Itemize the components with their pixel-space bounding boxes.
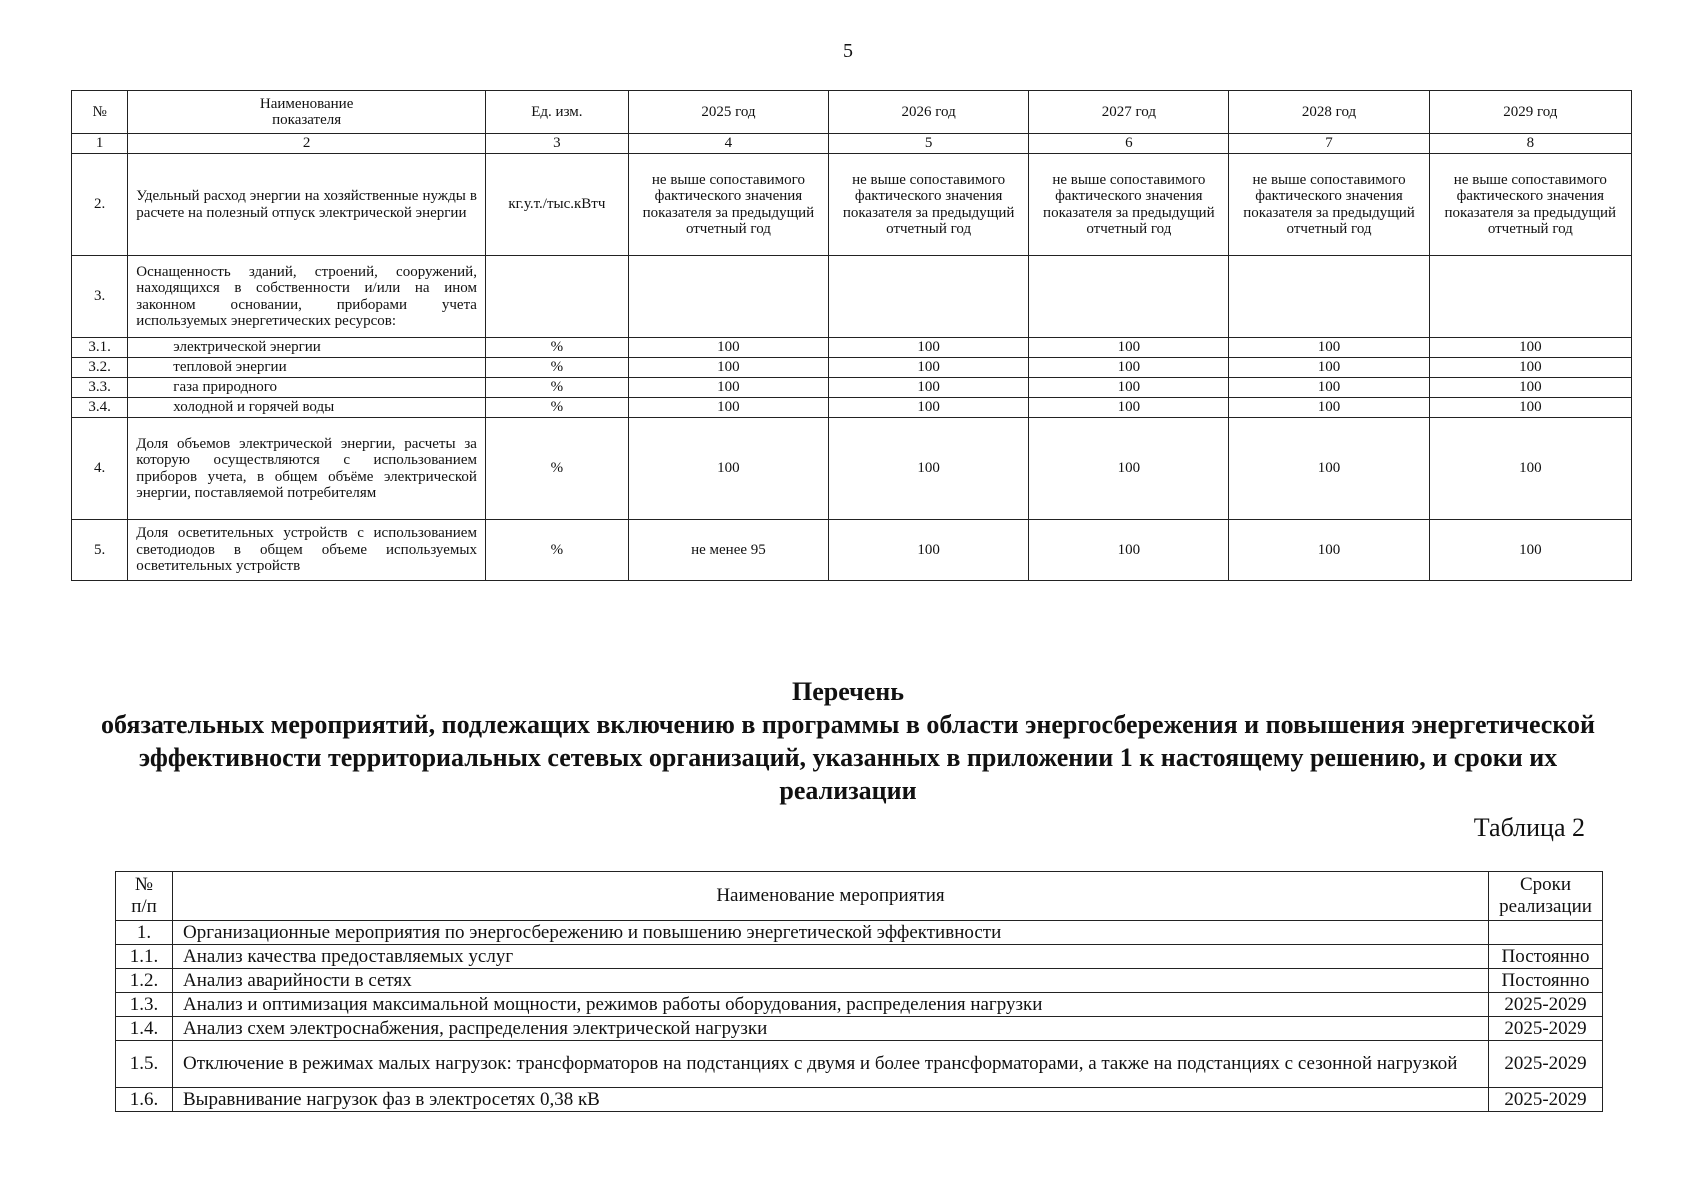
measure-name: Анализ качества предоставляемых услуг (173, 945, 1489, 969)
table1-header-num: № (72, 91, 128, 134)
row-number: 5. (72, 520, 128, 581)
indicator-name: газа природного (128, 378, 486, 398)
value-2026: 100 (829, 418, 1029, 520)
row-number: 1.6. (116, 1088, 173, 1112)
measure-name: Выравнивание нагрузок фаз в электросетях 0,38 кВ (173, 1088, 1489, 1112)
unit-cell: % (485, 378, 628, 398)
value-2029: 100 (1429, 398, 1631, 418)
value-2029: 100 (1429, 418, 1631, 520)
measure-name: Анализ схем электроснабжения, распределения электрической нагрузки (173, 1017, 1489, 1041)
section-heading (100, 675, 1596, 807)
value-2026: 100 (829, 338, 1029, 358)
table-row (116, 945, 1603, 969)
value-2028 (1229, 256, 1429, 338)
table1-header-2027: 2027 год (1029, 91, 1229, 134)
value-2025: 100 (628, 418, 828, 520)
value-2025: 100 (628, 378, 828, 398)
row-number: 3.2. (72, 358, 128, 378)
unit-cell: % (485, 398, 628, 418)
value-2029: не выше сопоставимого фактического значения показателя за предыдущий отчетный год (1429, 154, 1631, 256)
term-cell (1489, 921, 1603, 945)
indicator-name: Оснащенность зданий, строений, сооружений, находящихся в собственности и/или на ином законном основании, приборами учета используемых энергетических ресурсов: (128, 256, 486, 338)
unit-cell (485, 256, 628, 338)
value-2029 (1429, 256, 1631, 338)
unit-cell: % (485, 338, 628, 358)
table1-header-2029: 2029 год (1429, 91, 1631, 134)
indicator-name: электрической энергии (128, 338, 486, 358)
value-2025: 100 (628, 338, 828, 358)
index-cell: 3 (485, 134, 628, 154)
row-number: 1.4. (116, 1017, 173, 1041)
value-2026: 100 (829, 398, 1029, 418)
table-row (72, 520, 1632, 581)
table-row (72, 358, 1632, 378)
value-2025: 100 (628, 358, 828, 378)
indicator-name: холодной и горячей воды (128, 398, 486, 418)
value-2027: не выше сопоставимого фактического значения показателя за предыдущий отчетный год (1029, 154, 1229, 256)
value-2025: 100 (628, 398, 828, 418)
table-row (72, 154, 1632, 256)
row-number: 2. (72, 154, 128, 256)
table-row (72, 398, 1632, 418)
index-cell: 4 (628, 134, 828, 154)
unit-cell: % (485, 358, 628, 378)
value-2029: 100 (1429, 520, 1631, 581)
index-cell: 8 (1429, 134, 1631, 154)
table-row (116, 1041, 1603, 1088)
value-2026: не выше сопоставимого фактического значения показателя за предыдущий отчетный год (829, 154, 1029, 256)
table1-header-2028: 2028 год (1229, 91, 1429, 134)
measures-table (115, 871, 1603, 1112)
value-2028: 100 (1229, 338, 1429, 358)
value-2027: 100 (1029, 398, 1229, 418)
value-2027: 100 (1029, 378, 1229, 398)
term-cell: 2025-2029 (1489, 993, 1603, 1017)
value-2028: 100 (1229, 398, 1429, 418)
table-row (116, 1088, 1603, 1112)
table1-header-2025: 2025 год (628, 91, 828, 134)
index-cell: 7 (1229, 134, 1429, 154)
measure-name: Анализ и оптимизация максимальной мощности, режимов работы оборудования, распределения нагрузки (173, 993, 1489, 1017)
index-cell: 5 (829, 134, 1029, 154)
value-2029: 100 (1429, 338, 1631, 358)
table1-header-unit: Ед. изм. (485, 91, 628, 134)
row-number: 1.2. (116, 969, 173, 993)
index-cell: 1 (72, 134, 128, 154)
measure-name: Организационные мероприятия по энергосбережению и повышению энергетической эффективности (173, 921, 1489, 945)
table-caption: Таблица 2 (1473, 813, 1585, 842)
value-2027: 100 (1029, 358, 1229, 378)
index-cell: 2 (128, 134, 486, 154)
row-number: 3.3. (72, 378, 128, 398)
table1-header-name: Наименование показателя (128, 91, 486, 134)
table-row (72, 418, 1632, 520)
row-number: 4. (72, 418, 128, 520)
indicator-name: Доля осветительных устройств с использованием светодиодов в общем объеме используемых осветительных устройств (128, 520, 486, 581)
unit-cell: % (485, 520, 628, 581)
table2-header-num: № п/п (116, 872, 173, 921)
indicators-table (71, 90, 1632, 581)
measure-name: Отключение в режимах малых нагрузок: трансформаторов на подстанциях с двумя и более трансформаторами, а также на подстанциях с сезонной нагрузкой (173, 1041, 1489, 1088)
value-2028: 100 (1229, 520, 1429, 581)
row-number: 3.4. (72, 398, 128, 418)
value-2029: 100 (1429, 358, 1631, 378)
table2-header-row (116, 872, 1603, 921)
heading-title: Перечень (791, 677, 905, 706)
value-2025: не выше сопоставимого фактического значения показателя за предыдущий отчетный год (628, 154, 828, 256)
row-number: 1.5. (116, 1041, 173, 1088)
table-row (116, 969, 1603, 993)
value-2028: 100 (1229, 378, 1429, 398)
value-2027: 100 (1029, 418, 1229, 520)
table2-header-term: Сроки реализации (1489, 872, 1603, 921)
table2-header-name: Наименование мероприятия (173, 872, 1489, 921)
measure-name: Анализ аварийности в сетях (173, 969, 1489, 993)
term-cell: 2025-2029 (1489, 1088, 1603, 1112)
row-number: 3. (72, 256, 128, 338)
value-2028: не выше сопоставимого фактического значения показателя за предыдущий отчетный год (1229, 154, 1429, 256)
value-2025: не менее 95 (628, 520, 828, 581)
row-number: 1.1. (116, 945, 173, 969)
value-2027: 100 (1029, 338, 1229, 358)
value-2028: 100 (1229, 418, 1429, 520)
unit-cell: кг.у.т./тыс.кВтч (485, 154, 628, 256)
table1-header-row (72, 91, 1632, 134)
table1-index-row (72, 134, 1632, 154)
value-2027: 100 (1029, 520, 1229, 581)
value-2026 (829, 256, 1029, 338)
value-2028: 100 (1229, 358, 1429, 378)
term-cell: Постоянно (1489, 969, 1603, 993)
heading-subtitle: обязательных мероприятий, подлежащих включению в программы в области энергосбережения и повышения энергетической эффективности территориальных сетевых организаций, указанных в приложении 1 к настоящему решению, и сроки их реализации (101, 710, 1595, 805)
row-number: 1.3. (116, 993, 173, 1017)
table-row (72, 378, 1632, 398)
value-2025 (628, 256, 828, 338)
row-number: 3.1. (72, 338, 128, 358)
value-2027 (1029, 256, 1229, 338)
unit-cell: % (485, 418, 628, 520)
table-row (116, 921, 1603, 945)
table-row (72, 338, 1632, 358)
table-row (72, 256, 1632, 338)
row-number: 1. (116, 921, 173, 945)
index-cell: 6 (1029, 134, 1229, 154)
indicator-name: тепловой энергии (128, 358, 486, 378)
term-cell: 2025-2029 (1489, 1041, 1603, 1088)
table-row (116, 1017, 1603, 1041)
value-2026: 100 (829, 378, 1029, 398)
term-cell: 2025-2029 (1489, 1017, 1603, 1041)
indicator-name: Удельный расход энергии на хозяйственные нужды в расчете на полезный отпуск электрической энергии (128, 154, 486, 256)
table-row (116, 993, 1603, 1017)
value-2029: 100 (1429, 378, 1631, 398)
table1-header-2026: 2026 год (829, 91, 1029, 134)
term-cell: Постоянно (1489, 945, 1603, 969)
indicator-name: Доля объемов электрической энергии, расчеты за которую осуществляются с использованием приборов учета, в общем объёме электрической энергии, поставляемой потребителям (128, 418, 486, 520)
value-2026: 100 (829, 358, 1029, 378)
value-2026: 100 (829, 520, 1029, 581)
page-number: 5 (843, 40, 853, 62)
